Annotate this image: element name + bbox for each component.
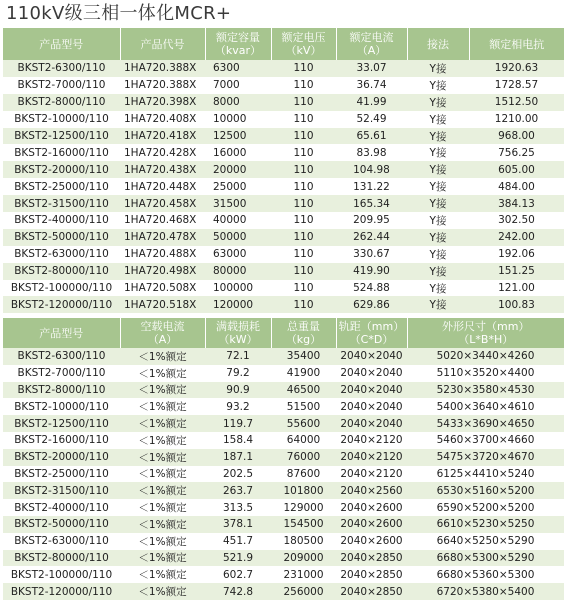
table-cell: 51500 xyxy=(271,398,336,415)
table-cell: 330.67 xyxy=(336,246,407,263)
table-cell: 1920.63 xyxy=(469,60,564,77)
table-cell: Y接 xyxy=(407,263,469,280)
table-cell: 10000 xyxy=(205,111,271,128)
table-row xyxy=(3,382,564,399)
table-cell: 110 xyxy=(271,128,336,145)
table-cell: 110 xyxy=(271,94,336,111)
table-cell: 79.2 xyxy=(205,365,271,382)
table-cell: Y接 xyxy=(407,178,469,195)
table-header xyxy=(3,318,564,348)
table-row xyxy=(3,348,564,365)
table-cell: 2040×2120 xyxy=(336,432,407,449)
table-cell: 521.9 xyxy=(205,550,271,567)
table-row xyxy=(3,583,564,600)
table-row xyxy=(3,516,564,533)
table-cell: Y接 xyxy=(407,296,469,313)
table-cell: Y接 xyxy=(407,144,469,161)
table-row xyxy=(3,263,564,280)
table-cell: 2040×2850 xyxy=(336,583,407,600)
table-cell: 2040×2600 xyxy=(336,499,407,516)
table-cell: 2040×2040 xyxy=(336,415,407,432)
table-cell: 1HA720.428X xyxy=(120,144,205,161)
table-cell: 209.95 xyxy=(336,212,407,229)
column-header: 额定电流 （A） xyxy=(336,28,407,60)
table-cell: 151.25 xyxy=(469,263,564,280)
page-title: 110kV级三相一体化MCR+ xyxy=(6,3,232,24)
table-cell: 90.9 xyxy=(205,382,271,399)
table-cell: BKST2-31500/110 xyxy=(3,482,120,499)
table-cell: 1HA720.458X xyxy=(120,195,205,212)
table-row xyxy=(3,144,564,161)
table-cell: 2040×2120 xyxy=(336,466,407,483)
table-cell: BKST2-25000/110 xyxy=(3,178,120,195)
table-cell: 605.00 xyxy=(469,161,564,178)
table-cell: 6720×5380×5400 xyxy=(407,583,564,600)
table-cell: ＜1%额定 xyxy=(120,499,205,516)
table-cell: 6610×5230×5250 xyxy=(407,516,564,533)
table-header xyxy=(3,28,564,60)
table-cell: BKST2-12500/110 xyxy=(3,128,120,145)
table-cell: BKST2-25000/110 xyxy=(3,466,120,483)
table-cell: 263.7 xyxy=(205,482,271,499)
table-cell: 302.50 xyxy=(469,212,564,229)
table-cell: 1HA720.498X xyxy=(120,263,205,280)
table-cell: BKST2-7000/110 xyxy=(3,365,120,382)
table-row xyxy=(3,482,564,499)
table-cell: ＜1%额定 xyxy=(120,566,205,583)
table-cell: 2040×2040 xyxy=(336,348,407,365)
table-cell: 41.99 xyxy=(336,94,407,111)
table-cell: 6590×5200×5200 xyxy=(407,499,564,516)
table-cell: 72.1 xyxy=(205,348,271,365)
column-header: 轨距（mm） （C*D） xyxy=(336,318,407,348)
column-header: 满载损耗 （kW） xyxy=(205,318,271,348)
table-cell: 50000 xyxy=(205,229,271,246)
table-row xyxy=(3,398,564,415)
table-cell: BKST2-8000/110 xyxy=(3,382,120,399)
table-cell: 1HA720.478X xyxy=(120,229,205,246)
table-cell: 46500 xyxy=(271,382,336,399)
table-cell: 158.4 xyxy=(205,432,271,449)
table-cell: 209000 xyxy=(271,550,336,567)
table-cell: 8000 xyxy=(205,94,271,111)
table-cell: Y接 xyxy=(407,195,469,212)
table-cell: 64000 xyxy=(271,432,336,449)
column-header: 产品代号 xyxy=(120,28,205,60)
table-cell: 2040×2600 xyxy=(336,516,407,533)
table-cell: 83.98 xyxy=(336,144,407,161)
table-cell: 12500 xyxy=(205,128,271,145)
table-cell: 180500 xyxy=(271,533,336,550)
table-cell: BKST2-20000/110 xyxy=(3,161,120,178)
table-cell: 524.88 xyxy=(336,280,407,297)
table-row xyxy=(3,550,564,567)
table-row xyxy=(3,212,564,229)
table-cell: 55600 xyxy=(271,415,336,432)
table-cell: ＜1%额定 xyxy=(120,516,205,533)
spec-table-electrical xyxy=(3,28,564,313)
table-row xyxy=(3,415,564,432)
table-cell: 5110×3520×4400 xyxy=(407,365,564,382)
table-cell: 120000 xyxy=(205,296,271,313)
table-row xyxy=(3,533,564,550)
column-header: 额定容量 （kvar） xyxy=(205,28,271,60)
column-header: 额定电压 （kV） xyxy=(271,28,336,60)
table-cell: BKST2-50000/110 xyxy=(3,516,120,533)
table-cell: ＜1%额定 xyxy=(120,365,205,382)
table-cell: 36.74 xyxy=(336,77,407,94)
table-cell: 100.83 xyxy=(469,296,564,313)
table-cell: 100000 xyxy=(205,280,271,297)
table-cell: 5460×3700×4660 xyxy=(407,432,564,449)
table-cell: 25000 xyxy=(205,178,271,195)
table-cell: 2040×2560 xyxy=(336,482,407,499)
table-cell: BKST2-7000/110 xyxy=(3,77,120,94)
column-header: 产品型号 xyxy=(3,318,120,348)
table-cell: ＜1%额定 xyxy=(120,449,205,466)
table-cell: 2040×2040 xyxy=(336,365,407,382)
table-cell: 35400 xyxy=(271,348,336,365)
table-cell: BKST2-120000/110 xyxy=(3,583,120,600)
table-cell: 110 xyxy=(271,280,336,297)
table-cell: 2040×2040 xyxy=(336,398,407,415)
table-cell: 52.49 xyxy=(336,111,407,128)
table-row xyxy=(3,499,564,516)
table-cell: 16000 xyxy=(205,144,271,161)
table-cell: BKST2-120000/110 xyxy=(3,296,120,313)
table-cell: 110 xyxy=(271,178,336,195)
table-row xyxy=(3,466,564,483)
table-cell: BKST2-8000/110 xyxy=(3,94,120,111)
table-cell: 419.90 xyxy=(336,263,407,280)
column-header: 外形尺寸（mm） （L*B*H） xyxy=(407,318,564,348)
column-header: 接法 xyxy=(407,28,469,60)
table-row xyxy=(3,111,564,128)
table-cell: Y接 xyxy=(407,246,469,263)
table-cell: 110 xyxy=(271,212,336,229)
table-cell: 202.5 xyxy=(205,466,271,483)
table-cell: ＜1%额定 xyxy=(120,482,205,499)
table-cell: 6125×4410×5240 xyxy=(407,466,564,483)
table-cell: 80000 xyxy=(205,263,271,280)
table-cell: 65.61 xyxy=(336,128,407,145)
table-row xyxy=(3,280,564,297)
table-cell: 1HA720.398X xyxy=(120,94,205,111)
column-header: 产品型号 xyxy=(3,28,120,60)
table-cell: 63000 xyxy=(205,246,271,263)
table-cell: 2040×2120 xyxy=(336,449,407,466)
table-body xyxy=(3,60,564,313)
table-cell: ＜1%额定 xyxy=(120,466,205,483)
table-row xyxy=(3,432,564,449)
table-cell: BKST2-40000/110 xyxy=(3,212,120,229)
table-cell: 165.34 xyxy=(336,195,407,212)
table-cell: 110 xyxy=(271,296,336,313)
table-cell: BKST2-80000/110 xyxy=(3,550,120,567)
table-body xyxy=(3,348,564,600)
table-cell: Y接 xyxy=(407,229,469,246)
table-cell: BKST2-80000/110 xyxy=(3,263,120,280)
table-cell: ＜1%额定 xyxy=(120,382,205,399)
table-cell: BKST2-16000/110 xyxy=(3,144,120,161)
table-cell: BKST2-31500/110 xyxy=(3,195,120,212)
table-cell: ＜1%额定 xyxy=(120,398,205,415)
table-cell: 104.98 xyxy=(336,161,407,178)
table-cell: 2040×2850 xyxy=(336,566,407,583)
table-cell: 154500 xyxy=(271,516,336,533)
table-cell: 629.86 xyxy=(336,296,407,313)
table-cell: 1210.00 xyxy=(469,111,564,128)
table-row xyxy=(3,246,564,263)
table-cell: 192.06 xyxy=(469,246,564,263)
table-cell: 1HA720.438X xyxy=(120,161,205,178)
table-row xyxy=(3,296,564,313)
table-cell: Y接 xyxy=(407,60,469,77)
table-cell: 484.00 xyxy=(469,178,564,195)
table-cell: BKST2-100000/110 xyxy=(3,280,120,297)
table-cell: 6680×5300×5290 xyxy=(407,550,564,567)
table-cell: BKST2-6300/110 xyxy=(3,60,120,77)
table-cell: 5433×3690×4650 xyxy=(407,415,564,432)
table-cell: ＜1%额定 xyxy=(120,550,205,567)
table-cell: 76000 xyxy=(271,449,336,466)
table-cell: 602.7 xyxy=(205,566,271,583)
table-cell: 110 xyxy=(271,77,336,94)
table-cell: 2040×2850 xyxy=(336,550,407,567)
table-cell: 742.8 xyxy=(205,583,271,600)
table-cell: BKST2-16000/110 xyxy=(3,432,120,449)
spec-table-physical xyxy=(3,318,564,600)
table-cell: 1HA720.388X xyxy=(120,77,205,94)
table-cell: 7000 xyxy=(205,77,271,94)
table-cell: 110 xyxy=(271,195,336,212)
table-row xyxy=(3,161,564,178)
table-cell: 110 xyxy=(271,144,336,161)
table-cell: 6680×5360×5300 xyxy=(407,566,564,583)
table-cell: 2040×2600 xyxy=(336,533,407,550)
table-cell: 256000 xyxy=(271,583,336,600)
table-cell: Y接 xyxy=(407,77,469,94)
table-cell: 1HA720.518X xyxy=(120,296,205,313)
table-cell: 5475×3720×4670 xyxy=(407,449,564,466)
table-cell: BKST2-40000/110 xyxy=(3,499,120,516)
table-row xyxy=(3,566,564,583)
table-cell: ＜1%额定 xyxy=(120,533,205,550)
table-cell: 6530×5160×5200 xyxy=(407,482,564,499)
table-cell: 31500 xyxy=(205,195,271,212)
table-cell: BKST2-12500/110 xyxy=(3,415,120,432)
table-cell: BKST2-10000/110 xyxy=(3,398,120,415)
table-cell: BKST2-100000/110 xyxy=(3,566,120,583)
column-header: 总重量 （kg） xyxy=(271,318,336,348)
table-cell: 187.1 xyxy=(205,449,271,466)
table-row xyxy=(3,77,564,94)
table-cell: 451.7 xyxy=(205,533,271,550)
table-cell: 5400×3640×4610 xyxy=(407,398,564,415)
table-row xyxy=(3,60,564,77)
table-cell: 41900 xyxy=(271,365,336,382)
table-row xyxy=(3,449,564,466)
table-cell: 6300 xyxy=(205,60,271,77)
table-row xyxy=(3,229,564,246)
table-cell: 1HA720.408X xyxy=(120,111,205,128)
table-cell: BKST2-20000/110 xyxy=(3,449,120,466)
table-cell: 968.00 xyxy=(469,128,564,145)
table-row xyxy=(3,178,564,195)
table-cell: 313.5 xyxy=(205,499,271,516)
table-cell: Y接 xyxy=(407,212,469,229)
table-row xyxy=(3,128,564,145)
table-cell: 1HA720.468X xyxy=(120,212,205,229)
table-cell: 5230×3580×4530 xyxy=(407,382,564,399)
table-cell: BKST2-10000/110 xyxy=(3,111,120,128)
table-cell: ＜1%额定 xyxy=(120,415,205,432)
table-cell: 6640×5250×5290 xyxy=(407,533,564,550)
table-cell: 384.13 xyxy=(469,195,564,212)
table-cell: 2040×2040 xyxy=(336,382,407,399)
table-cell: 110 xyxy=(271,229,336,246)
table-cell: BKST2-63000/110 xyxy=(3,246,120,263)
table-cell: 131.22 xyxy=(336,178,407,195)
table-row xyxy=(3,94,564,111)
table-cell: 121.00 xyxy=(469,280,564,297)
table-cell: ＜1%额定 xyxy=(120,583,205,600)
table-cell: Y接 xyxy=(407,128,469,145)
table-cell: 231000 xyxy=(271,566,336,583)
table-cell: 1HA720.418X xyxy=(120,128,205,145)
table-cell: 87600 xyxy=(271,466,336,483)
table-cell: Y接 xyxy=(407,111,469,128)
table-row xyxy=(3,195,564,212)
table-cell: BKST2-6300/110 xyxy=(3,348,120,365)
table-cell: Y接 xyxy=(407,94,469,111)
table-cell: 110 xyxy=(271,60,336,77)
table-cell: ＜1%额定 xyxy=(120,348,205,365)
table-cell: 1HA720.448X xyxy=(120,178,205,195)
table-cell: 110 xyxy=(271,111,336,128)
table-cell: 262.44 xyxy=(336,229,407,246)
table-cell: 1512.50 xyxy=(469,94,564,111)
table-cell: 40000 xyxy=(205,212,271,229)
table-cell: 110 xyxy=(271,246,336,263)
table-cell: 93.2 xyxy=(205,398,271,415)
table-cell: 378.1 xyxy=(205,516,271,533)
table-cell: 1728.57 xyxy=(469,77,564,94)
table-row xyxy=(3,365,564,382)
column-header: 额定相电抗 xyxy=(469,28,564,60)
table-cell: BKST2-63000/110 xyxy=(3,533,120,550)
column-header: 空载电流 （A） xyxy=(120,318,205,348)
table-cell: 101800 xyxy=(271,482,336,499)
table-cell: 20000 xyxy=(205,161,271,178)
table-cell: 1HA720.488X xyxy=(120,246,205,263)
table-cell: 110 xyxy=(271,263,336,280)
table-cell: 33.07 xyxy=(336,60,407,77)
table-cell: 110 xyxy=(271,161,336,178)
table-cell: BKST2-50000/110 xyxy=(3,229,120,246)
table-cell: ＜1%额定 xyxy=(120,432,205,449)
table-cell: Y接 xyxy=(407,280,469,297)
table-cell: 242.00 xyxy=(469,229,564,246)
table-cell: 756.25 xyxy=(469,144,564,161)
table-cell: 1HA720.508X xyxy=(120,280,205,297)
table-cell: 119.7 xyxy=(205,415,271,432)
table-cell: 129000 xyxy=(271,499,336,516)
table-cell: Y接 xyxy=(407,161,469,178)
table-cell: 5020×3440×4260 xyxy=(407,348,564,365)
table-cell: 1HA720.388X xyxy=(120,60,205,77)
